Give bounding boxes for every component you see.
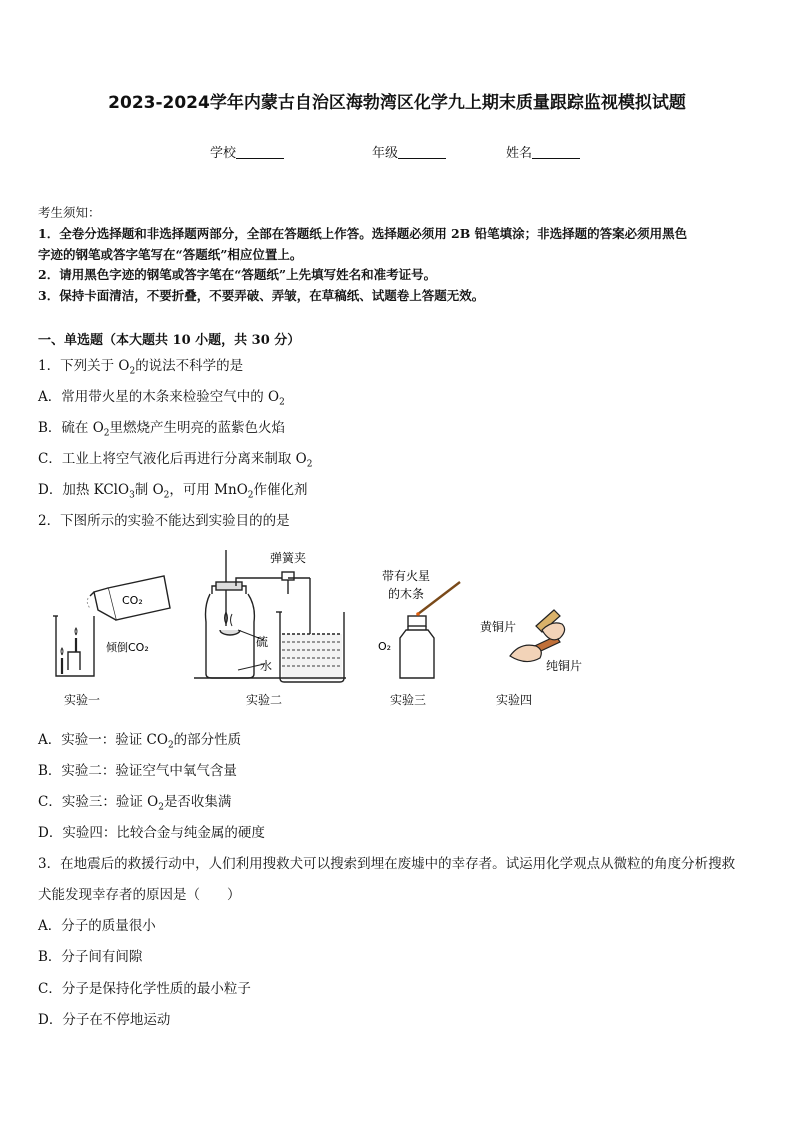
q2-stem: 2．下图所示的实验不能达到实验目的的是 xyxy=(38,513,290,529)
grade-label: 年级 xyxy=(372,146,399,161)
name-label: 姓名 xyxy=(506,146,533,161)
school-field[interactable] xyxy=(210,142,284,161)
q3-stem-line2: 犬能发现幸存者的原因是（ ） xyxy=(38,887,241,903)
copper-label: 纯铜片 xyxy=(546,659,583,673)
q1-option-a[interactable]: A．常用带火星的木条来检验空气中的 $O_2$ xyxy=(38,389,285,408)
experiment-figure xyxy=(36,546,596,718)
q1-option-c[interactable]: C．工业上将空气液化后再进行分离来制取 $O_2$ xyxy=(38,451,313,470)
water-label: 水 xyxy=(260,659,273,673)
grade-blank[interactable] xyxy=(398,146,446,159)
notice-line-3: 3．保持卡面清洁，不要折叠，不要弄破、弄皱，在草稿纸、试题卷上答题无效。 xyxy=(38,288,485,303)
splint-label-line1: 带有火星 xyxy=(382,569,431,583)
notice-heading: 考生须知： xyxy=(38,205,101,220)
school-blank[interactable] xyxy=(236,146,284,159)
q3-option-c[interactable]: C．分子是保持化学性质的最小粒子 xyxy=(38,981,251,997)
brass-label: 黄铜片 xyxy=(480,620,517,634)
section-title: 一、单选题（本大题共 10 小题，共 30 分） xyxy=(38,333,301,348)
q2-option-b[interactable]: B．实验二：验证空气中氧气含量 xyxy=(38,763,237,779)
name-blank[interactable] xyxy=(532,146,580,159)
experiment-4-hands xyxy=(510,610,565,662)
grade-field[interactable] xyxy=(372,142,446,161)
exp4-caption: 实验四 xyxy=(496,693,533,707)
co2-bottle-label: CO₂ xyxy=(122,594,143,607)
splint-label-line2: 的木条 xyxy=(388,587,425,601)
q1-stem: 1．下列关于 $O_2$的说法不科学的是 xyxy=(38,358,244,377)
notice-line-1b: 字迹的钢笔或答字笔写在“答题纸”相应位置上。 xyxy=(38,247,303,262)
q1-option-d[interactable]: D．加热 KClO$_3$制 $O_2$，可用 MnO$_2$作催化剂 xyxy=(38,482,308,501)
q3-option-a[interactable]: A．分子的质量很小 xyxy=(38,918,156,934)
notice-line-1a: 1．全卷分选择题和非选择题两部分，全部在答题纸上作答。选择题必须用 2B 铅笔填涂；非选择题的答案必须用黑色 xyxy=(38,226,688,241)
exp2-caption: 实验二 xyxy=(246,693,283,707)
school-label: 学校 xyxy=(210,146,237,161)
q2-option-c[interactable]: C．实验三：验证 $O_2$是否收集满 xyxy=(38,794,232,813)
experiment-1-beaker xyxy=(53,616,94,676)
q2-option-a[interactable]: A．实验一：验证 $CO_2$的部分性质 xyxy=(38,732,242,751)
q3-stem-line1: 3．在地震后的救援行动中，人们利用搜救犬可以搜索到埋在废墟中的幸存者。试运用化学观点从微粒的角度分析搜救 xyxy=(38,856,736,872)
notice-line-2: 2．请用黑色字迹的钢笔或答字笔在“答题纸”上先填写姓名和准考证号。 xyxy=(38,267,437,282)
exp1-caption: 实验一 xyxy=(64,693,101,707)
sulfur-label: 硫 xyxy=(256,635,269,649)
q3-option-b[interactable]: B．分子间有间隙 xyxy=(38,949,143,965)
o2-label: O₂ xyxy=(378,640,392,653)
page-title: 2023-2024学年内蒙古自治区海勃湾区化学九上期末质量跟踪监视模拟试题 xyxy=(108,93,686,113)
pour-co2-label: 倾倒CO₂ xyxy=(106,641,149,654)
name-field[interactable] xyxy=(506,142,580,161)
exp3-caption: 实验三 xyxy=(390,693,427,707)
q2-option-d[interactable]: D．实验四：比较合金与纯金属的硬度 xyxy=(38,825,265,841)
spring-clip-label: 弹簧夹 xyxy=(270,551,307,565)
q1-option-b[interactable]: B．硫在 $O_2$里燃烧产生明亮的蓝紫色火焰 xyxy=(38,420,286,439)
q3-option-d[interactable]: D．分子在不停地运动 xyxy=(38,1012,171,1028)
